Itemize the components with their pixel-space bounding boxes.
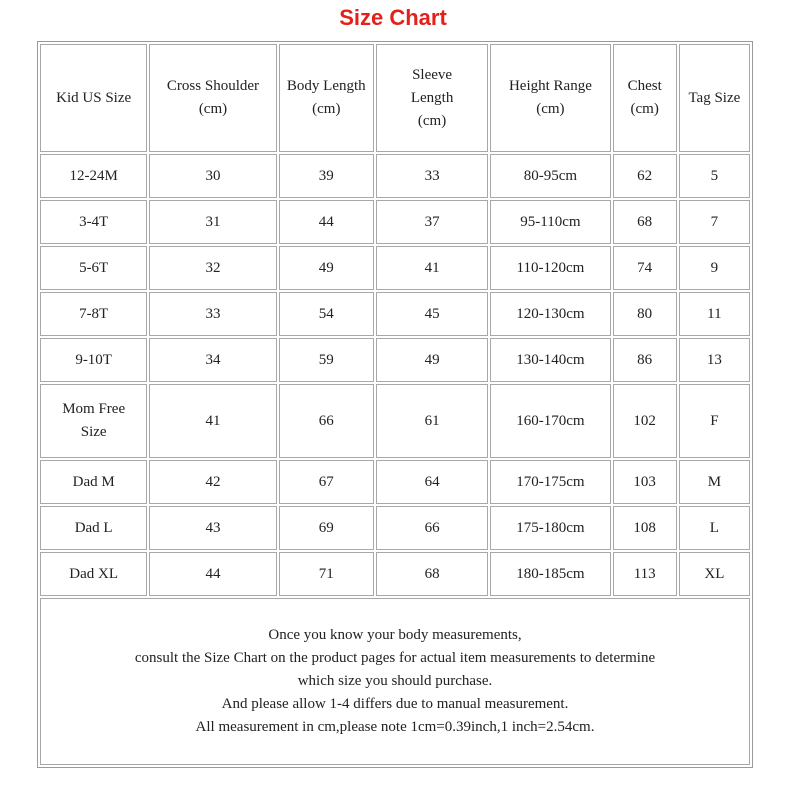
size-text: 12-24M [69,167,118,184]
size-text: 3-4T [79,213,109,230]
cell-size [40,292,147,336]
measurement-note [40,598,750,765]
table-row [40,154,750,198]
cell-cross-shoulder: 32 [149,246,276,290]
cell-size [40,506,147,550]
page-title: Size Chart [339,5,447,30]
table-row [40,200,750,244]
cell-tag-size: 5 [679,154,750,198]
cell-height-range: 170-175cm [490,460,610,504]
size-text: Dad M [72,473,115,490]
note-line: which size you should purchase. [297,673,493,689]
cell-size [40,384,147,458]
header-height-range [490,44,610,152]
cell-cross-shoulder: 30 [149,154,276,198]
cell-height-range: 130-140cm [490,338,610,382]
cell-height-range: 160-170cm [490,384,610,458]
cell-tag-size: 13 [679,338,750,382]
note-line: All measurement in cm,please note 1cm=0.39inch,1 inch=2.54cm. [195,719,595,735]
cell-chest: 113 [613,552,677,596]
header-body-length [279,44,374,152]
table-row [40,384,750,458]
header-text: Sleeve [412,66,453,83]
header-text: Length [410,89,454,106]
cell-size [40,460,147,504]
cell-tag-size: XL [679,552,750,596]
cell-tag-size: 11 [679,292,750,336]
cell-body-length: 39 [279,154,374,198]
size-text: Mom Free [62,401,126,417]
header-text: Kid US Size [56,89,132,106]
header-unit: (cm) [536,101,565,117]
cell-tag-size: F [679,384,750,458]
cell-cross-shoulder: 41 [149,384,276,458]
size-chart-table [37,41,753,768]
cell-size [40,552,147,596]
cell-tag-size: 9 [679,246,750,290]
cell-sleeve-length: 33 [376,154,488,198]
cell-body-length: 71 [279,552,374,596]
cell-height-range: 120-130cm [490,292,610,336]
note-line: And please allow 1-4 differs due to manual measurement. [221,696,569,712]
cell-sleeve-length: 61 [376,384,488,458]
cell-sleeve-length: 37 [376,200,488,244]
cell-body-length: 59 [279,338,374,382]
cell-cross-shoulder: 43 [149,506,276,550]
header-unit: (cm) [630,101,659,117]
cell-height-range: 110-120cm [490,246,610,290]
cell-size [40,200,147,244]
cell-cross-shoulder: 33 [149,292,276,336]
table-row [40,338,750,382]
table-row [40,552,750,596]
cell-body-length: 69 [279,506,374,550]
size-text: Dad XL [69,565,119,582]
cell-body-length: 49 [279,246,374,290]
cell-sleeve-length: 41 [376,246,488,290]
cell-tag-size: M [679,460,750,504]
table-row [40,506,750,550]
cell-sleeve-length: 45 [376,292,488,336]
header-unit: (cm) [417,112,447,129]
cell-tag-size: L [679,506,750,550]
cell-sleeve-length: 64 [376,460,488,504]
cell-cross-shoulder: 44 [149,552,276,596]
cell-cross-shoulder: 31 [149,200,276,244]
cell-height-range: 180-185cm [490,552,610,596]
cell-height-range: 95-110cm [490,200,610,244]
cell-chest: 62 [613,154,677,198]
cell-chest: 68 [613,200,677,244]
header-text: Cross Shoulder [166,78,260,94]
table-header-row [40,44,750,152]
header-text: Tag Size [688,89,741,106]
table-row [40,292,750,336]
size-text: Dad L [74,519,113,536]
cell-chest: 102 [613,384,677,458]
table-row [40,246,750,290]
header-tag-size [679,44,750,152]
cell-body-length: 44 [279,200,374,244]
cell-sleeve-length: 68 [376,552,488,596]
cell-body-length: 67 [279,460,374,504]
cell-chest: 80 [613,292,677,336]
cell-height-range: 175-180cm [490,506,610,550]
size-text: 7-8T [79,305,109,322]
cell-cross-shoulder: 42 [149,460,276,504]
header-text: Body Length [286,78,366,94]
header-text: Height Range [508,78,592,94]
header-cross-shoulder [149,44,276,152]
cell-body-length: 54 [279,292,374,336]
size-text: Size [80,424,107,440]
cell-chest: 86 [613,338,677,382]
cell-tag-size: 7 [679,200,750,244]
cell-size [40,154,147,198]
cell-chest: 103 [613,460,677,504]
cell-chest: 108 [613,506,677,550]
header-chest [613,44,677,152]
note-line: Once you know your body measurements, [268,627,522,643]
header-text: Chest [627,78,662,94]
cell-sleeve-length: 66 [376,506,488,550]
table-row [40,460,750,504]
cell-body-length: 66 [279,384,374,458]
cell-sleeve-length: 49 [376,338,488,382]
header-kid-us-size [40,44,147,152]
size-text: 9-10T [75,351,112,368]
cell-size [40,246,147,290]
cell-size [40,338,147,382]
header-unit: (cm) [198,101,228,117]
cell-chest: 74 [613,246,677,290]
note-row [40,598,750,765]
cell-cross-shoulder: 34 [149,338,276,382]
cell-height-range: 80-95cm [490,154,610,198]
header-unit: (cm) [312,101,341,117]
size-text: 5-6T [79,259,109,276]
header-sleeve-length [376,44,488,152]
note-line: consult the Size Chart on the product pages for actual item measurements to determine [134,650,656,666]
